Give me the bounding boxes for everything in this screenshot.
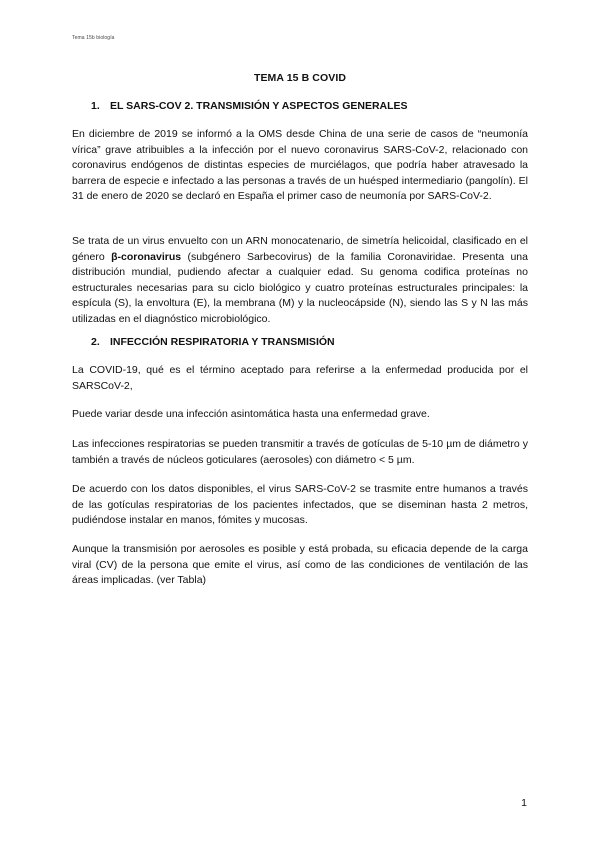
paragraph bbox=[72, 234, 528, 327]
paragraph: Las infecciones respiratorias se pueden transmitir a través de gotículas de 5-10 µm de diámetro y también a través de núcleos goticulares (aerosoles) con diámetro < 5 µm. bbox=[72, 438, 528, 466]
section-heading-text: INFECCIÓN RESPIRATORIA Y TRANSMISIÓN bbox=[110, 336, 335, 348]
section-number: 2. bbox=[91, 336, 100, 348]
paragraph-text: (subgénero Sarbecovirus) de la familia Coronaviridae. Presenta una distribución mundial, pudiendo afectar a cualquier edad. Su genoma codifica proteínas no estructurales necesarias para su ciclo biológico y cuatro proteínas estructurales principales: la espícula (S), la envoltura (E), la membrana (M) y la nucleocápside (N), siendo las S y N las más utilizadas en el diagnóstico microbiológico. bbox=[72, 250, 528, 325]
paragraph: En diciembre de 2019 se informó a la OMS desde China de una serie de casos de “neumonía vírica” grave atribuibles a la infección por el nuevo coronavirus SARS-CoV-2, relacionado con coronavirus endógenos de distintas especies de murciélagos, que podría haber atravesado la barrera de especie e infectado a las personas a través de un huésped intermediario (pangolín). El 31 de enero de 2020 se declaró en España el primer caso de neumonía por SARS-CoV-2. bbox=[72, 128, 528, 202]
document-title: TEMA 15 B COVID bbox=[253, 72, 347, 84]
paragraph: De acuerdo con los datos disponibles, el virus SARS-CoV-2 se trasmite entre humanos a través de las gotículas respiratorias de los pacientes infectados, que se diseminan hasta 2 metros, pudiéndose instalar en manos, fómites y mucosas. bbox=[72, 483, 528, 526]
running-header: Tema 15b biología bbox=[72, 35, 115, 41]
paragraph-text: Se trata de un virus envuelto con un ARN monocatenario, de simetría helicoidal, clasificado en el género bbox=[72, 235, 528, 263]
section-heading-text: EL SARS-COV 2. TRANSMISIÓN Y ASPECTOS GENERALES bbox=[110, 100, 408, 112]
paragraph: La COVID-19, qué es el término aceptado para referirse a la enfermedad producida por el SARSCoV-2, bbox=[72, 364, 528, 392]
paragraph: Aunque la transmisión por aerosoles es posible y está probada, su eficacia depende de la carga viral (CV) de la persona que emite el virus, así como de las condiciones de ventilación de las áreas implicadas. (ver Tabla) bbox=[72, 543, 528, 586]
page-number: 1 bbox=[521, 797, 527, 809]
section-number: 1. bbox=[91, 100, 100, 112]
paragraph: Puede variar desde una infección asintomática hasta una enfermedad grave. bbox=[72, 408, 430, 420]
section-heading-2 bbox=[91, 336, 335, 348]
section-heading-1 bbox=[91, 100, 408, 112]
bold-term: β-coronavirus bbox=[111, 250, 182, 263]
